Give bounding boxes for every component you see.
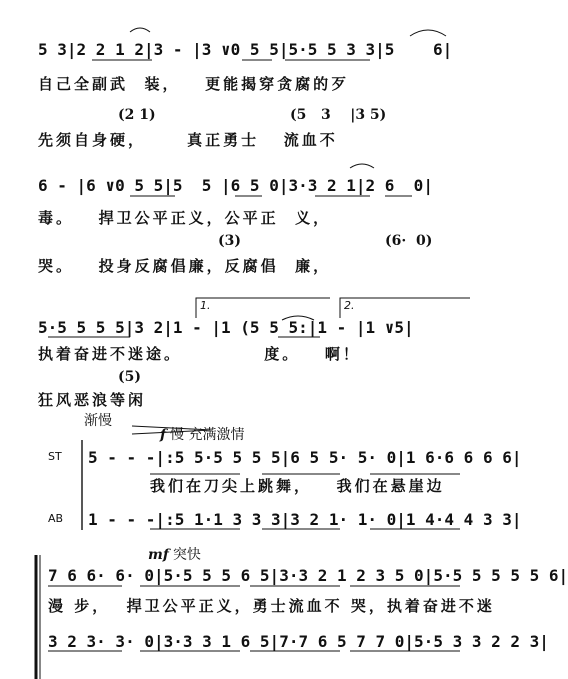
lyric-row-1: 自己全副武 装， 更能揭穿贪腐的歹 — [38, 75, 350, 93]
system2-bottom-notation: 3 2 3· 3· 0|3·3 3 1 6 5|7·7 6 5 7 7 0|5·5 3 3 2 2 3| — [48, 632, 549, 651]
volta-1-label: 1. — [200, 299, 211, 312]
system2-top-lyric: 漫 步， 捍卫公平正义，勇士流血不 哭，执着奋进不迷 — [48, 597, 495, 615]
alt-lyric-row-2b: (5 3 |3 5) — [290, 107, 387, 123]
dynamic-text-2: 突快 — [172, 547, 201, 563]
dynamic-text-1: 慢 充满激情 — [170, 427, 245, 443]
alt-lyric-row-2a: (2 1) — [118, 107, 156, 123]
alt-lyric-row-4a: (3) — [218, 233, 241, 249]
ab-notation: 1 - - -|:5 1·1 3 3 3|3 2 1· 1· 0|1 4·4 4 3 3| — [88, 510, 522, 529]
alt-lyric-row-4b: (6· 0) — [385, 233, 433, 249]
lyric-row-2: 先须自身硬， 真正勇士 流血不 — [38, 131, 338, 149]
lyric-row-3: 毒。 捍卫公平正义，公平正 义， — [38, 209, 332, 227]
alt-lyric-row-6: (5) — [118, 369, 141, 385]
lyric-row-6: 狂风恶浪等闲 — [38, 391, 147, 409]
system2-top-notation: 7 6 6· 6· 0|5·5 5 5 6 5|3·3 2 1 2 3 5 0|5·5 5 5 5 5 6| — [48, 566, 568, 585]
notation-row-5: 5·5 5 5 5|3 2|1 - |1 (5 5 5:|1 - |1 ∨5| — [38, 318, 414, 337]
dynamic-mark-f: f — [160, 427, 167, 443]
lyric-row-5: 执着奋进不迷途。 度。 啊！ — [38, 345, 361, 363]
dynamic-marking-2 — [148, 546, 201, 564]
dynamic-mark-mf: mf — [148, 547, 169, 563]
st-notation: 5 - - -|:5 5·5 5 5 5|6 5 5· 5· 0|1 6·6 6 6 6| — [88, 448, 522, 467]
lyric-row-4: 哭。 投身反腐倡廉，反腐倡 廉， — [38, 257, 332, 275]
dynamic-marking-1 — [160, 426, 244, 444]
notation-row-1: 5 3|2 2 1 2|3 - |3 ∨0 5 5|5·5 5 3 3|5 6| — [38, 40, 453, 59]
part-label-ab: AB — [48, 512, 64, 525]
tempo-marking: 渐慢 — [84, 413, 112, 429]
st-lyric: 我们在刀尖上跳舞， 我们在悬崖边 — [150, 477, 445, 495]
volta-2-label: 2. — [344, 299, 355, 312]
notation-row-3: 6 - |6 ∨0 5 5|5 5 |6 5 0|3·3 2 1|2 6 0| — [38, 176, 433, 195]
part-label-st: ST — [48, 450, 62, 463]
